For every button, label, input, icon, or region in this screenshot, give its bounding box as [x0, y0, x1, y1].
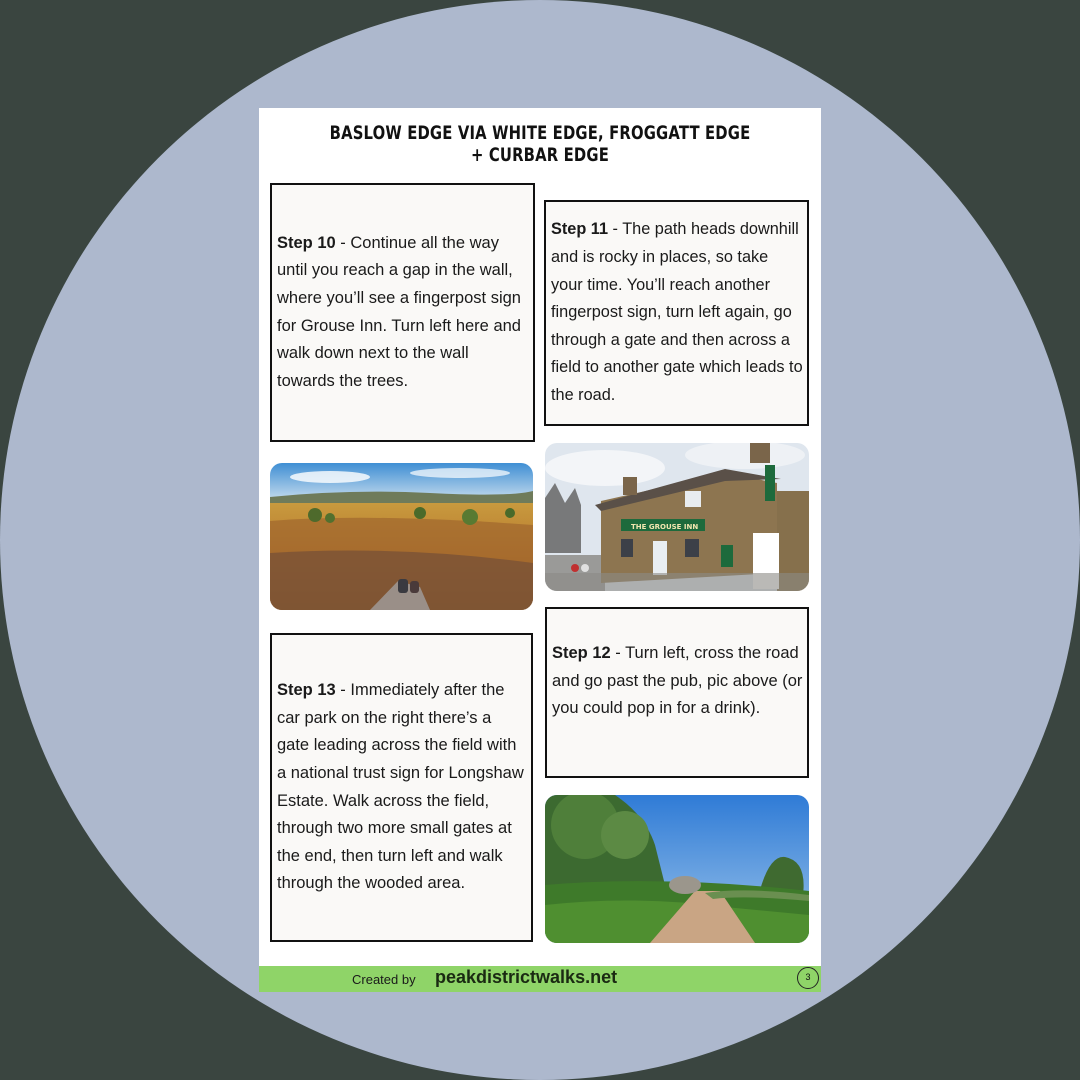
step-10-box: [270, 183, 535, 442]
step-11-label: Step 11: [551, 220, 609, 239]
step-10-text: [277, 230, 529, 396]
step-11-body: - The path heads downhill and is rocky in places, so take your time. You’ll reach another fingerpost sign, turn left again, go through a gate and then across a field to another gate which leads to the road.: [551, 220, 803, 404]
step-12-label: Step 12: [552, 644, 611, 662]
page-title: BASLOW EDGE VIA WHITE EDGE, FROGGATT EDGE + CURBAR EDGE: [329, 122, 751, 166]
step-10-body: - Continue all the way until you reach a gap in the wall, where you’ll see a fingerpost sign for Grouse Inn. Turn left here and walk down next to the wall towards the trees.: [277, 233, 521, 390]
step-13-body: - Immediately after the car park on the right there’s a gate leading across the field with a national trust sign for Longshaw Estate. Walk across the field, through two more small gates at the end, then turn left and walk through the wooded area.: [277, 681, 524, 893]
step-13-label: Step 13: [277, 681, 336, 700]
page-number-badge: 3: [797, 967, 819, 989]
step-13-box: [270, 633, 533, 942]
pub-image: [545, 443, 809, 591]
step-11-box: [544, 200, 809, 426]
footer-bar: [259, 966, 821, 992]
step-12-body: - Turn left, cross the road and go past the pub, pic above (or you could pop in for a drink).: [552, 644, 803, 718]
step-13-text: [277, 677, 527, 898]
step-10-label: Step 10: [277, 233, 336, 252]
created-by-label: Created by: [352, 972, 416, 987]
pub-photo: [545, 443, 809, 591]
step-12-box: [545, 607, 809, 778]
path-photo: [545, 795, 809, 943]
moorland-photo: [270, 463, 533, 610]
moorland-image: [270, 463, 533, 610]
guide-page: [259, 108, 821, 992]
site-link[interactable]: peakdistrictwalks.net: [435, 967, 618, 987]
step-12-text: [552, 640, 803, 723]
pub-sign-text: THE GROUSE INN: [631, 523, 699, 531]
path-image: [545, 795, 809, 943]
step-11-text: [551, 216, 803, 409]
